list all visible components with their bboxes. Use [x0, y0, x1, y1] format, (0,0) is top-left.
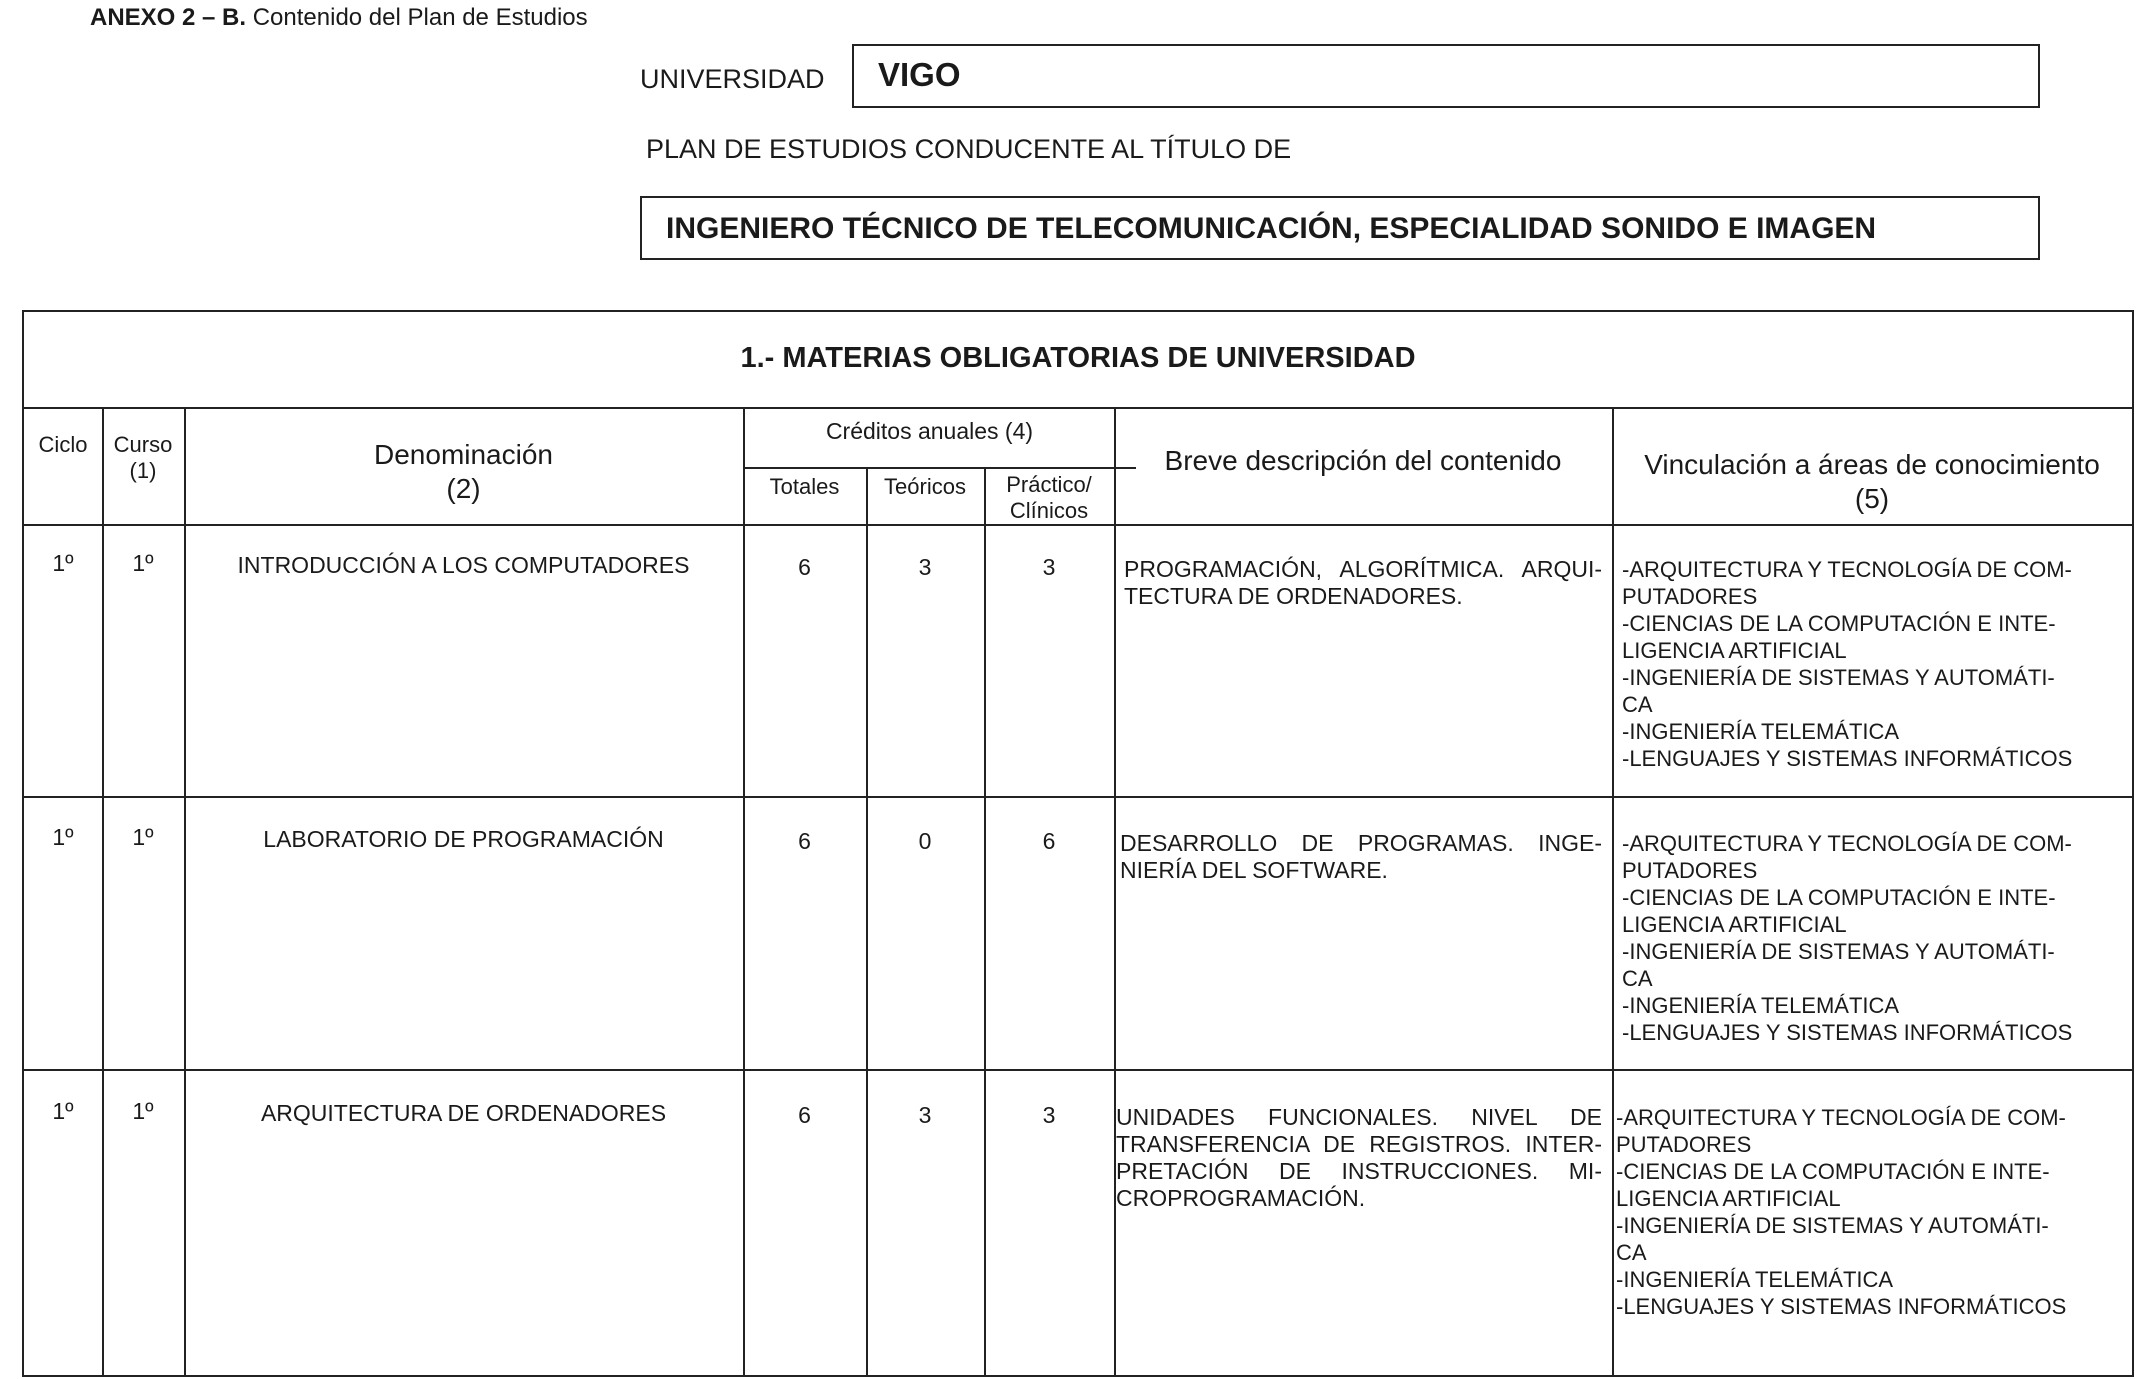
area-line: -INGENIERÍA TELEMÁTICA	[1616, 1267, 1894, 1292]
cell-practicos: 3	[1042, 554, 1056, 580]
area-line: -ARQUITECTURA Y TECNOLOGÍA DE COM-	[1622, 831, 2072, 856]
cell-ciclo: 1º	[52, 824, 74, 850]
cell-curso: 1º	[132, 824, 154, 850]
credits-sub-rule	[743, 467, 1136, 469]
plan-label: PLAN DE ESTUDIOS CONDUCENTE AL TÍTULO DE	[646, 134, 1292, 164]
area-line: -LENGUAJES Y SISTEMAS INFORMÁTICOS	[1616, 1294, 2067, 1319]
area-line: CA	[1622, 692, 1653, 717]
area-line: -INGENIERÍA TELEMÁTICA	[1622, 993, 1900, 1018]
area-line: -INGENIERÍA DE SISTEMAS Y AUTOMÁTI-	[1616, 1213, 2049, 1238]
header-denominacion-label: Denominación	[374, 439, 553, 470]
annex-heading	[90, 4, 588, 32]
header-curso	[102, 432, 184, 485]
subjects-table	[22, 310, 2134, 1377]
annex-text: Contenido del Plan de Estudios	[252, 4, 588, 31]
header-teoricos: Teóricos	[884, 474, 966, 499]
area-line: -LENGUAJES Y SISTEMAS INFORMÁTICOS	[1622, 746, 2073, 771]
header-descripcion: Breve descripción del contenido	[1164, 445, 1562, 476]
row-separator	[24, 796, 2132, 798]
column-rule	[1114, 407, 1116, 1377]
area-line: LIGENCIA ARTIFICIAL	[1616, 1186, 1841, 1211]
cell-teoricos: 3	[918, 554, 932, 580]
cell-descripcion: UNIDADES FUNCIONALES. NIVEL DE TRANSFERENCIA DE REGISTROS. INTER-PRETACIÓN DE INSTRUCCIONES. MI-CROPROGRAMACIÓN.	[1116, 1104, 1602, 1211]
section-title: 1.- MATERIAS OBLIGATORIAS DE UNIVERSIDAD	[740, 342, 1416, 374]
header-totales: Totales	[769, 474, 840, 499]
cell-areas	[1622, 830, 2122, 1046]
cell-practicos: 3	[1042, 1102, 1056, 1128]
cell-denominacion: ARQUITECTURA DE ORDENADORES	[260, 1100, 667, 1126]
header-top-rule	[24, 407, 2132, 409]
area-line: LIGENCIA ARTIFICIAL	[1622, 638, 1847, 663]
area-line: CA	[1622, 966, 1653, 991]
cell-descripcion: DESARROLLO DE PROGRAMAS. INGE-NIERÍA DEL SOFTWARE.	[1120, 830, 1602, 883]
row-separator	[24, 1069, 2132, 1071]
header-vinculacion	[1612, 448, 2132, 515]
cell-descripcion: PROGRAMACIÓN, ALGORÍTMICA. ARQUI-TECTURA DE ORDENADORES.	[1124, 556, 1602, 609]
header-practicos	[984, 472, 1114, 525]
cell-ciclo: 1º	[52, 550, 74, 576]
column-rule	[743, 407, 745, 1377]
column-rule	[984, 467, 986, 1377]
area-line: -INGENIERÍA DE SISTEMAS Y AUTOMÁTI-	[1622, 665, 2055, 690]
cell-areas	[1616, 1104, 2122, 1320]
university-box	[852, 44, 2040, 108]
column-rule	[866, 467, 868, 1377]
area-line: -CIENCIAS DE LA COMPUTACIÓN E INTE-	[1622, 611, 2056, 636]
area-line: -INGENIERÍA DE SISTEMAS Y AUTOMÁTI-	[1622, 939, 2055, 964]
cell-curso: 1º	[132, 550, 154, 576]
university-label: UNIVERSIDAD	[640, 64, 825, 94]
area-line: -INGENIERÍA TELEMÁTICA	[1622, 719, 1900, 744]
cell-totales: 6	[798, 828, 811, 854]
cell-denominacion: LABORATORIO DE PROGRAMACIÓN	[263, 826, 664, 852]
cell-ciclo: 1º	[52, 1098, 74, 1124]
annex-number: ANEXO 2 – B.	[90, 4, 247, 31]
area-line: CA	[1616, 1240, 1647, 1265]
degree-title-box	[640, 196, 2040, 260]
header-vinculacion-label: Vinculación a áreas de conocimiento	[1644, 449, 2100, 480]
header-curso-note: (1)	[129, 458, 157, 484]
university-value: VIGO	[878, 56, 961, 93]
area-line: -ARQUITECTURA Y TECNOLOGÍA DE COM-	[1616, 1105, 2066, 1130]
area-line: LIGENCIA ARTIFICIAL	[1622, 912, 1847, 937]
area-line: -CIENCIAS DE LA COMPUTACIÓN E INTE-	[1616, 1159, 2050, 1184]
header-practicos-label: Práctico/	[1006, 472, 1092, 497]
cell-denominacion: INTRODUCCIÓN A LOS COMPUTADORES	[237, 552, 690, 578]
header-denominacion	[184, 438, 743, 505]
area-line: PUTADORES	[1622, 584, 1758, 609]
cell-totales: 6	[798, 554, 811, 580]
cell-curso: 1º	[132, 1098, 154, 1124]
cell-areas	[1622, 556, 2122, 772]
area-line: PUTADORES	[1622, 858, 1758, 883]
cell-teoricos: 0	[918, 828, 932, 854]
header-denominacion-note: (2)	[446, 472, 481, 504]
area-line: -CIENCIAS DE LA COMPUTACIÓN E INTE-	[1622, 885, 2056, 910]
area-line: PUTADORES	[1616, 1132, 1752, 1157]
degree-title: INGENIERO TÉCNICO DE TELECOMUNICACIÓN, ESPECIALIDAD SONIDO E IMAGEN	[666, 212, 1877, 245]
cell-teoricos: 3	[918, 1102, 932, 1128]
area-line: -ARQUITECTURA Y TECNOLOGÍA DE COM-	[1622, 557, 2072, 582]
cell-practicos: 6	[1042, 828, 1056, 854]
header-vinculacion-note: (5)	[1854, 482, 1890, 514]
cell-totales: 6	[798, 1102, 811, 1128]
header-creditos: Créditos anuales (4)	[825, 418, 1034, 444]
column-rule	[1612, 407, 1614, 1377]
header-ciclo: Ciclo	[38, 432, 88, 457]
area-line: -LENGUAJES Y SISTEMAS INFORMÁTICOS	[1622, 1020, 2073, 1045]
header-practicos-label-2: Clínicos	[1009, 498, 1089, 524]
header-curso-label: Curso	[113, 432, 173, 457]
